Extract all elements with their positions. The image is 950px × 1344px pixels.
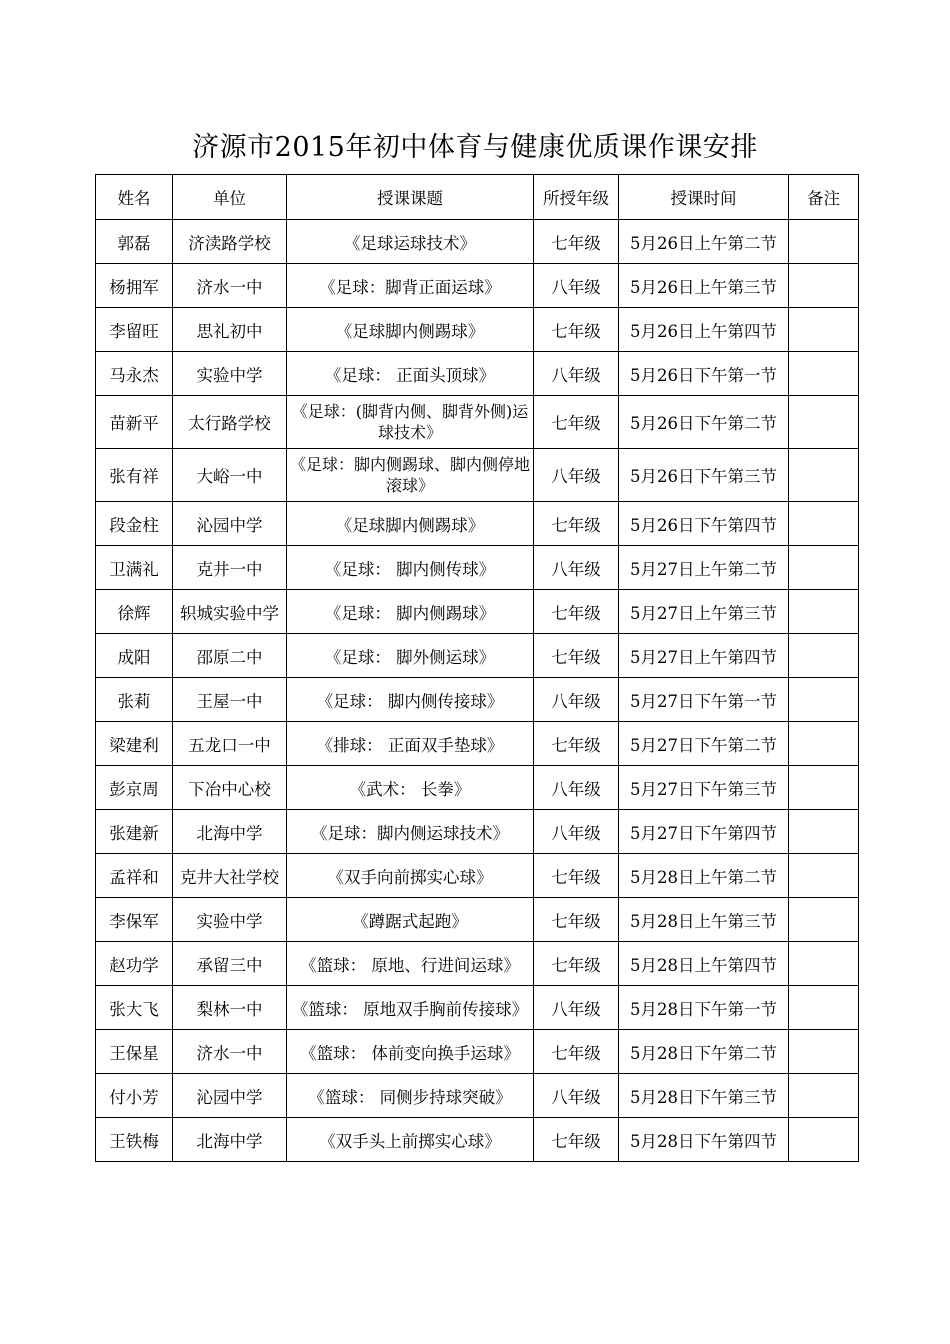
table-row xyxy=(96,722,859,766)
cell-grade: 八年级 xyxy=(534,766,619,810)
cell-name: 郭磊 xyxy=(96,220,173,264)
cell-unit: 济水一中 xyxy=(173,264,287,308)
cell-grade: 八年级 xyxy=(534,810,619,854)
cell-note xyxy=(789,722,859,766)
cell-time: 5月28日上午第三节 xyxy=(619,898,789,942)
cell-note xyxy=(789,502,859,546)
cell-topic: 《足球： 脚内侧传接球》 xyxy=(287,678,534,722)
cell-note xyxy=(789,678,859,722)
header-note: 备注 xyxy=(789,175,859,220)
cell-grade: 七年级 xyxy=(534,942,619,986)
cell-time: 5月27日上午第二节 xyxy=(619,546,789,590)
table-row xyxy=(96,308,859,352)
table-row xyxy=(96,942,859,986)
cell-topic: 《足球：(脚背内侧、脚背外侧)运球技术》 xyxy=(287,396,534,449)
cell-name: 李留旺 xyxy=(96,308,173,352)
cell-topic: 《排球： 正面双手垫球》 xyxy=(287,722,534,766)
cell-name: 张建新 xyxy=(96,810,173,854)
cell-unit: 沁园中学 xyxy=(173,502,287,546)
cell-unit: 下冶中心校 xyxy=(173,766,287,810)
cell-name: 成阳 xyxy=(96,634,173,678)
cell-time: 5月27日下午第二节 xyxy=(619,722,789,766)
cell-time: 5月28日下午第三节 xyxy=(619,1074,789,1118)
cell-name: 王保星 xyxy=(96,1030,173,1074)
cell-topic: 《武术： 长拳》 xyxy=(287,766,534,810)
table-row xyxy=(96,1118,859,1162)
cell-topic: 《足球： 脚内侧传球》 xyxy=(287,546,534,590)
table-row xyxy=(96,898,859,942)
cell-name: 徐辉 xyxy=(96,590,173,634)
cell-unit: 王屋一中 xyxy=(173,678,287,722)
cell-time: 5月26日上午第四节 xyxy=(619,308,789,352)
cell-unit: 克井大社学校 xyxy=(173,854,287,898)
table-row xyxy=(96,854,859,898)
cell-unit: 沁园中学 xyxy=(173,1074,287,1118)
cell-note xyxy=(789,220,859,264)
cell-name: 李保军 xyxy=(96,898,173,942)
cell-topic: 《篮球： 原地双手胸前传接球》 xyxy=(287,986,534,1030)
cell-topic: 《足球脚内侧踢球》 xyxy=(287,502,534,546)
cell-time: 5月27日上午第三节 xyxy=(619,590,789,634)
cell-note xyxy=(789,308,859,352)
header-grade: 所授年级 xyxy=(534,175,619,220)
cell-name: 张大飞 xyxy=(96,986,173,1030)
cell-note xyxy=(789,546,859,590)
cell-grade: 八年级 xyxy=(534,1074,619,1118)
table-row xyxy=(96,810,859,854)
cell-note xyxy=(789,898,859,942)
cell-grade: 八年级 xyxy=(534,449,619,502)
table-row xyxy=(96,264,859,308)
cell-name: 彭京周 xyxy=(96,766,173,810)
cell-topic: 《足球： 脚外侧运球》 xyxy=(287,634,534,678)
cell-topic: 《足球： 正面头顶球》 xyxy=(287,352,534,396)
cell-topic: 《足球运球技术》 xyxy=(287,220,534,264)
cell-grade: 七年级 xyxy=(534,634,619,678)
cell-unit: 北海中学 xyxy=(173,810,287,854)
cell-grade: 七年级 xyxy=(534,590,619,634)
cell-unit: 五龙口一中 xyxy=(173,722,287,766)
cell-unit: 梨林一中 xyxy=(173,986,287,1030)
cell-unit: 北海中学 xyxy=(173,1118,287,1162)
cell-topic: 《足球：脚内侧运球技术》 xyxy=(287,810,534,854)
page-title: 济源市2015年初中体育与健康优质课作课安排 xyxy=(192,132,758,163)
table-body xyxy=(96,220,859,1162)
table-row xyxy=(96,352,859,396)
cell-time: 5月28日下午第四节 xyxy=(619,1118,789,1162)
cell-grade: 七年级 xyxy=(534,854,619,898)
cell-unit: 承留三中 xyxy=(173,942,287,986)
cell-name: 杨拥军 xyxy=(96,264,173,308)
cell-topic: 《篮球： 同侧步持球突破》 xyxy=(287,1074,534,1118)
cell-time: 5月27日上午第四节 xyxy=(619,634,789,678)
cell-note xyxy=(789,1074,859,1118)
table-row xyxy=(96,220,859,264)
cell-name: 王铁梅 xyxy=(96,1118,173,1162)
cell-grade: 七年级 xyxy=(534,1030,619,1074)
cell-name: 孟祥和 xyxy=(96,854,173,898)
cell-grade: 八年级 xyxy=(534,352,619,396)
cell-name: 张有祥 xyxy=(96,449,173,502)
cell-name: 梁建利 xyxy=(96,722,173,766)
cell-name: 张莉 xyxy=(96,678,173,722)
cell-grade: 七年级 xyxy=(534,308,619,352)
cell-time: 5月26日下午第四节 xyxy=(619,502,789,546)
table-row xyxy=(96,634,859,678)
cell-unit: 轵城实验中学 xyxy=(173,590,287,634)
cell-name: 赵功学 xyxy=(96,942,173,986)
cell-grade: 七年级 xyxy=(534,396,619,449)
cell-time: 5月26日下午第二节 xyxy=(619,396,789,449)
cell-note xyxy=(789,1118,859,1162)
cell-grade: 八年级 xyxy=(534,546,619,590)
cell-note xyxy=(789,810,859,854)
table-row xyxy=(96,766,859,810)
table-header-row xyxy=(96,175,859,220)
cell-note xyxy=(789,264,859,308)
cell-time: 5月26日下午第一节 xyxy=(619,352,789,396)
cell-name: 苗新平 xyxy=(96,396,173,449)
cell-grade: 七年级 xyxy=(534,502,619,546)
cell-topic: 《双手头上前掷实心球》 xyxy=(287,1118,534,1162)
cell-topic: 《篮球： 原地、行进间运球》 xyxy=(287,942,534,986)
cell-time: 5月28日上午第四节 xyxy=(619,942,789,986)
table-row xyxy=(96,986,859,1030)
cell-unit: 克井一中 xyxy=(173,546,287,590)
cell-note xyxy=(789,449,859,502)
cell-unit: 邵原二中 xyxy=(173,634,287,678)
cell-unit: 太行路学校 xyxy=(173,396,287,449)
cell-note xyxy=(789,986,859,1030)
table-row xyxy=(96,546,859,590)
cell-grade: 八年级 xyxy=(534,264,619,308)
table-row xyxy=(96,449,859,502)
cell-topic: 《蹲踞式起跑》 xyxy=(287,898,534,942)
cell-topic: 《篮球： 体前变向换手运球》 xyxy=(287,1030,534,1074)
cell-unit: 济水一中 xyxy=(173,1030,287,1074)
cell-grade: 七年级 xyxy=(534,898,619,942)
cell-grade: 八年级 xyxy=(534,678,619,722)
cell-name: 马永杰 xyxy=(96,352,173,396)
cell-time: 5月26日上午第二节 xyxy=(619,220,789,264)
cell-note xyxy=(789,590,859,634)
cell-note xyxy=(789,396,859,449)
header-name: 姓名 xyxy=(96,175,173,220)
cell-note xyxy=(789,1030,859,1074)
table-row xyxy=(96,678,859,722)
cell-unit: 实验中学 xyxy=(173,352,287,396)
cell-grade: 七年级 xyxy=(534,1118,619,1162)
cell-unit: 大峪一中 xyxy=(173,449,287,502)
cell-topic: 《双手向前掷实心球》 xyxy=(287,854,534,898)
cell-note xyxy=(789,352,859,396)
cell-topic: 《足球： 脚内侧踢球》 xyxy=(287,590,534,634)
cell-topic: 《足球脚内侧踢球》 xyxy=(287,308,534,352)
schedule-table xyxy=(95,174,859,1162)
cell-unit: 思礼初中 xyxy=(173,308,287,352)
cell-time: 5月26日上午第三节 xyxy=(619,264,789,308)
cell-name: 付小芳 xyxy=(96,1074,173,1118)
cell-note xyxy=(789,854,859,898)
cell-grade: 八年级 xyxy=(534,986,619,1030)
cell-grade: 七年级 xyxy=(534,722,619,766)
cell-time: 5月27日下午第三节 xyxy=(619,766,789,810)
cell-topic: 《足球：脚背正面运球》 xyxy=(287,264,534,308)
cell-note xyxy=(789,634,859,678)
table-row xyxy=(96,590,859,634)
cell-time: 5月28日下午第一节 xyxy=(619,986,789,1030)
cell-time: 5月28日下午第二节 xyxy=(619,1030,789,1074)
table-row xyxy=(96,1030,859,1074)
cell-topic: 《足球：脚内侧踢球、脚内侧停地滚球》 xyxy=(287,449,534,502)
cell-grade: 七年级 xyxy=(534,220,619,264)
header-unit: 单位 xyxy=(173,175,287,220)
table-row xyxy=(96,1074,859,1118)
cell-unit: 实验中学 xyxy=(173,898,287,942)
table-row xyxy=(96,502,859,546)
header-topic: 授课课题 xyxy=(287,175,534,220)
cell-time: 5月27日下午第一节 xyxy=(619,678,789,722)
cell-name: 卫满礼 xyxy=(96,546,173,590)
cell-unit: 济渎路学校 xyxy=(173,220,287,264)
cell-time: 5月26日下午第三节 xyxy=(619,449,789,502)
cell-time: 5月28日上午第二节 xyxy=(619,854,789,898)
cell-note xyxy=(789,766,859,810)
cell-note xyxy=(789,942,859,986)
table-row xyxy=(96,396,859,449)
cell-time: 5月27日下午第四节 xyxy=(619,810,789,854)
cell-name: 段金柱 xyxy=(96,502,173,546)
header-time: 授课时间 xyxy=(619,175,789,220)
